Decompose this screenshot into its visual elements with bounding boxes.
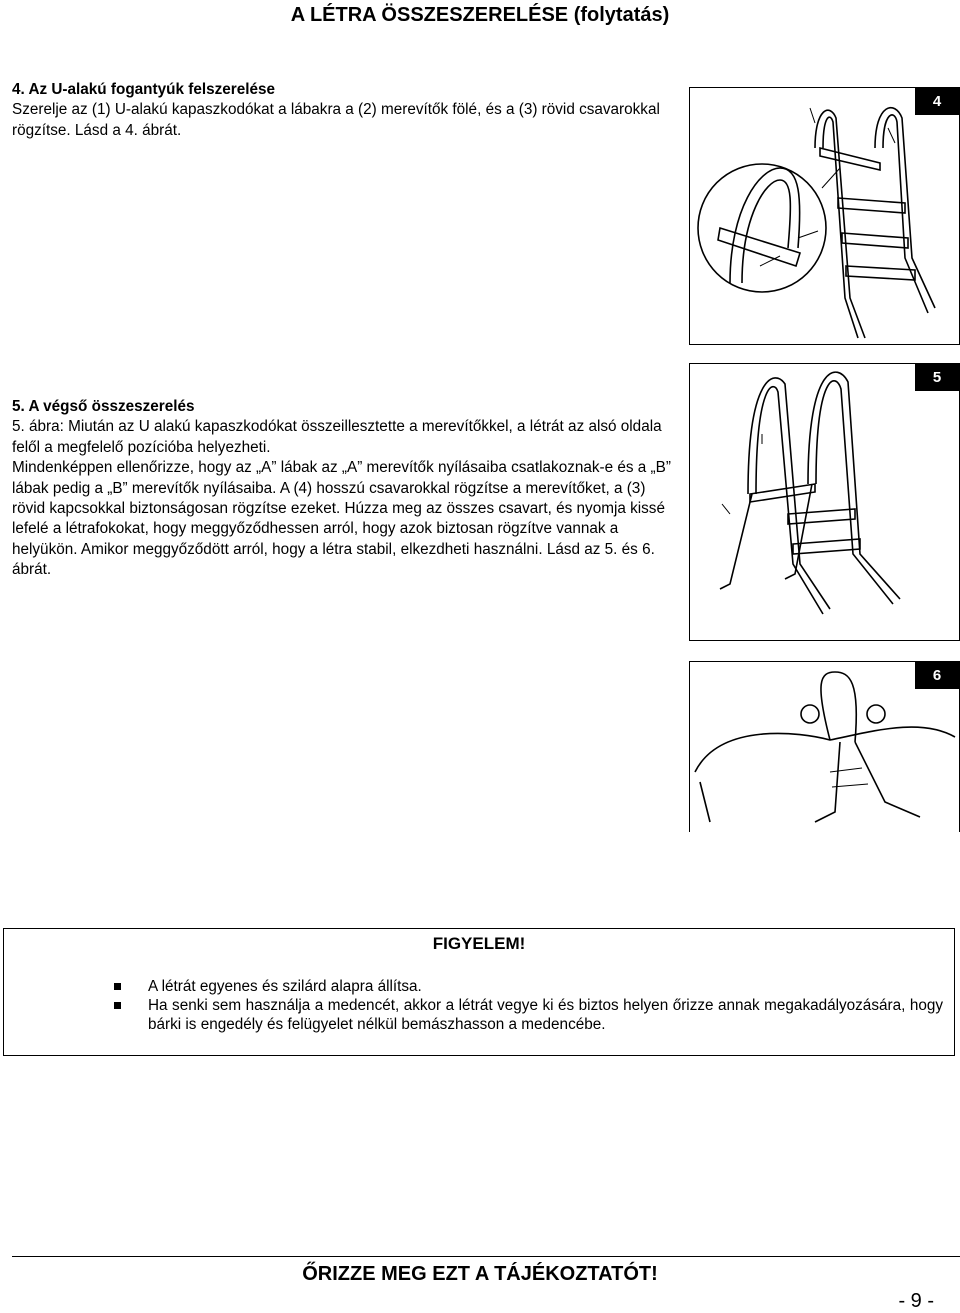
section-5-paragraph-2: Mindenképpen ellenőrizze, hogy az „A” lábak az „A” merevítők nyílásaiba csatlakoznak-e és a „B” lábak pedig a „B” merevítők nyílásaiba. A (4) hosszú csavarokkal rögzítse a merevítőket, a (3) rövid kapcsokkal biztonságosan rögzítse ezeket. Húzza meg az összes csavart, és nyomja kissé lefelé a létrafokokat, hogy meggyőződhessen arról, hogy azok biztosan rögzítve vannak a helyükön. Amikor meggyőződött arról, hogy a létra stabil, elkezdheti használni. Lásd az 5. és 6. ábrát. (12, 459, 671, 579)
footer-text: ŐRIZZE MEG EZT A TÁJÉKOZTATÓT! (302, 1263, 658, 1285)
page-title: A LÉTRA ÖSSZESZERELÉSE (folytatás) (290, 4, 670, 26)
figure-6-ladder-on-pool (689, 661, 960, 832)
section-4 (12, 80, 682, 141)
section-5-heading: 5. A végső összeszerelés (12, 398, 195, 415)
section-5 (12, 397, 672, 581)
section-4-text: Szerelje az (1) U-alakú kapaszkodókat a lábakra a (2) merevítők fölé, és a (3) rövid csavarokkal rögzítse. Lásd a 4. ábrát. (12, 101, 660, 139)
figure-6-drawing (690, 662, 959, 832)
bullet-icon (114, 1002, 121, 1009)
warning-item-1: A létrát egyenes és szilárd alapra állítsa. (148, 978, 422, 995)
figure-5-number: 5 (915, 364, 959, 391)
section-4-heading: 4. Az U-alakú fogantyúk felszerelése (12, 81, 275, 98)
warning-item-2: Ha senki sem használja a medencét, akkor a létrát vegye ki és biztos helyen őrizze annak megakadályozására, hogy bárki is engedély és felügyelet nélkül bemászhasson a medencébe. (148, 997, 943, 1033)
footer-divider (12, 1256, 960, 1257)
figure-4-number: 4 (915, 88, 959, 115)
figure-5-ladder-assembly (689, 363, 960, 641)
bullet-icon (114, 983, 121, 990)
figure-4-drawing (690, 88, 959, 344)
section-5-paragraph-1: 5. ábra: Miután az U alakú kapaszkodókat összeillesztette a merevítőkkel, a létrát az alsó oldala felől a megfelelő pozícióba helyezheti. (12, 418, 662, 456)
figure-4-ladder-handle-detail (689, 87, 960, 345)
figure-5-drawing (690, 364, 959, 640)
figure-6-number: 6 (915, 662, 959, 689)
warning-title: FIGYELEM! (432, 934, 526, 953)
page-number: - 9 - (898, 1290, 934, 1312)
warning-box (3, 928, 955, 1056)
